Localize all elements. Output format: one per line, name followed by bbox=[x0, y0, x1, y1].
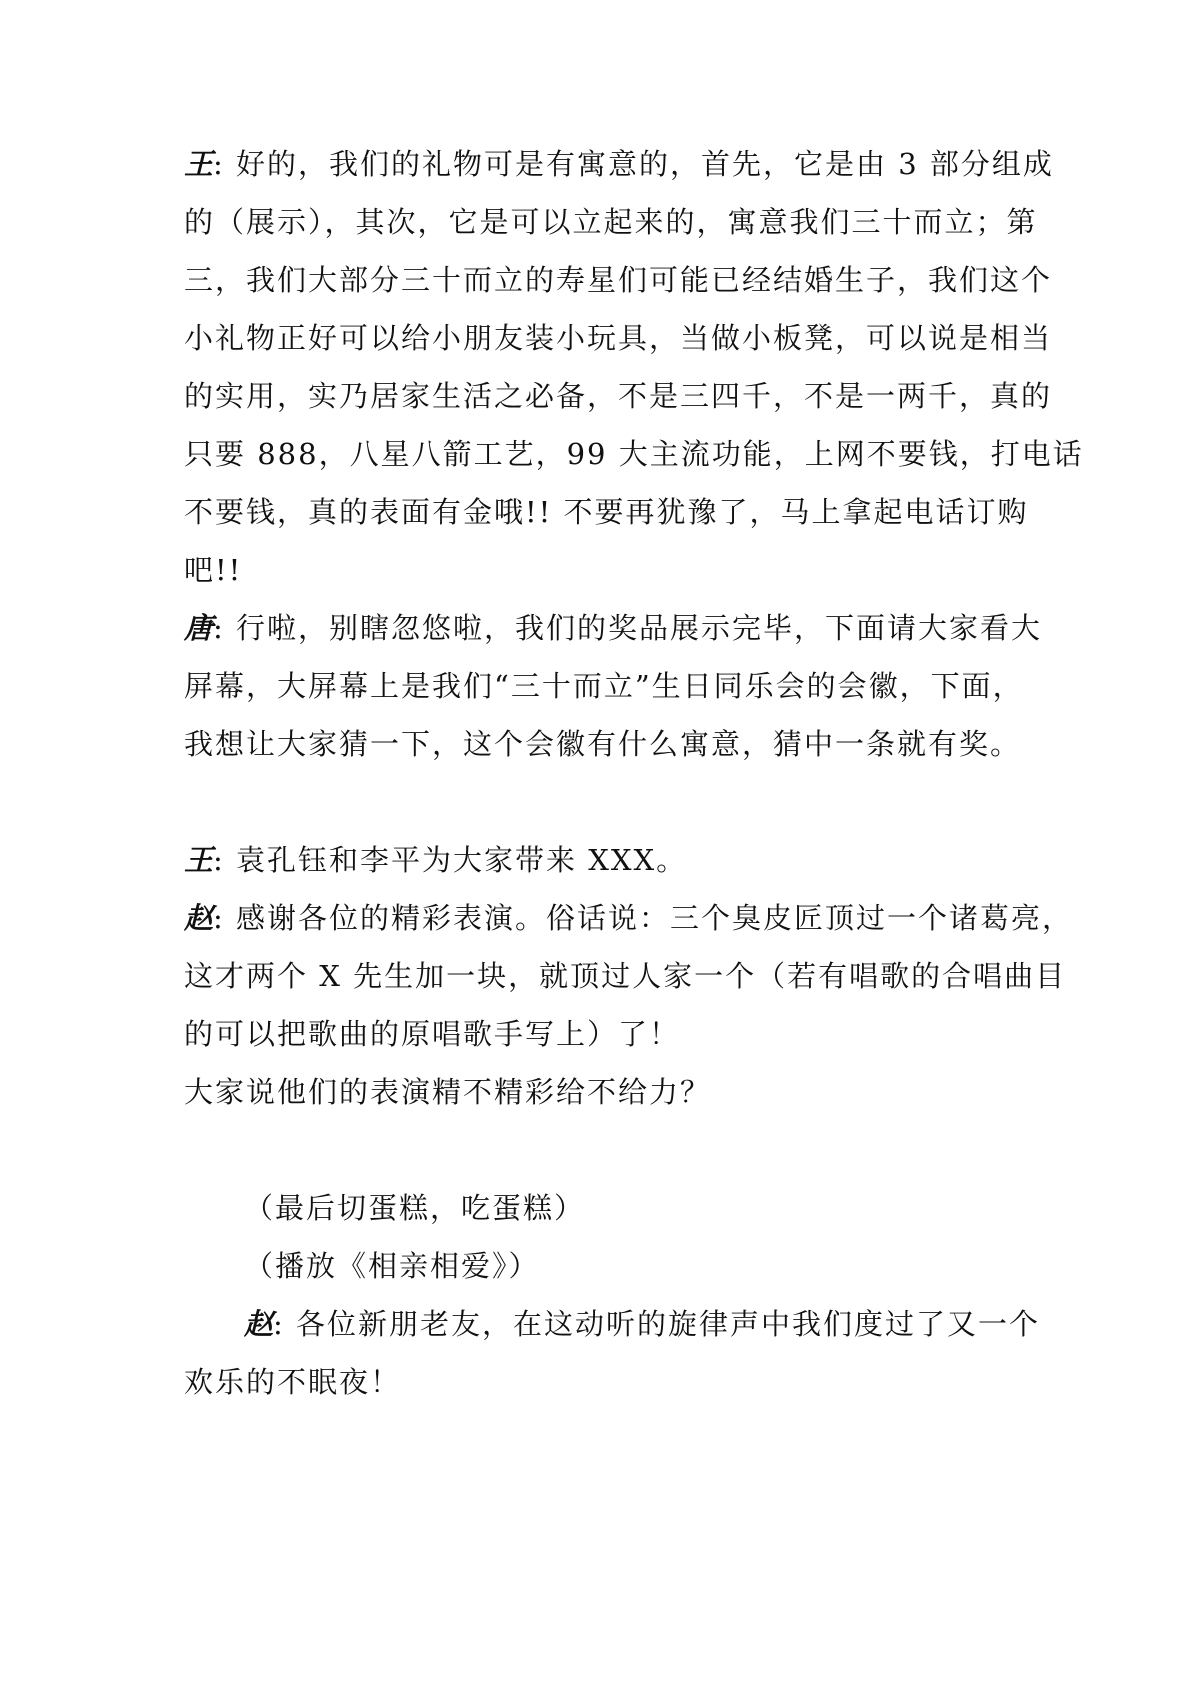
text-line bbox=[184, 492, 1029, 532]
line-text: 只要 888，八星八箭工艺，99 大主流功能，上网不要钱，打电话 bbox=[184, 437, 1084, 471]
text-line bbox=[184, 260, 1052, 300]
line-text: 大家说他们的表演精不精彩给不给力？ bbox=[184, 1075, 712, 1109]
text-line bbox=[244, 1304, 1040, 1344]
speaker-name: 唐 bbox=[184, 611, 214, 645]
line-text: （最后切蛋糕，吃蛋糕） bbox=[244, 1191, 586, 1225]
line-text: : 好的，我们的礼物可是有寓意的，首先，它是由 3 部分组成 bbox=[213, 147, 1054, 181]
text-line bbox=[184, 898, 1073, 938]
text-line bbox=[184, 1362, 401, 1402]
text-line bbox=[184, 550, 242, 590]
speaker-name: 赵 bbox=[244, 1307, 274, 1341]
line-text: 小礼物正好可以给小朋友装小玩具，当做小板凳，可以说是相当 bbox=[184, 321, 1053, 355]
line-text: （播放《相亲相爱》） bbox=[244, 1249, 540, 1283]
line-text: 吧!! bbox=[184, 553, 243, 587]
text-line bbox=[184, 202, 1038, 242]
line-text: : 感谢各位的精彩表演。俗话说：三个臭皮匠顶过一个诸葛亮， bbox=[213, 901, 1074, 935]
speaker-name: 赵 bbox=[184, 901, 214, 935]
text-line bbox=[184, 434, 1084, 474]
line-text: 的可以把歌曲的原唱歌手写上）了！ bbox=[184, 1017, 681, 1051]
line-text: : 行啦，别瞎忽悠啦，我们的奖品展示完毕，下面请大家看大 bbox=[213, 611, 1043, 645]
text-line bbox=[184, 608, 1042, 648]
text-line bbox=[184, 376, 1052, 416]
text-line bbox=[184, 144, 1054, 184]
line-text: 的实用，实乃居家生活之必备，不是三四千，不是一两千，真的 bbox=[184, 379, 1053, 413]
line-text: 欢乐的不眠夜！ bbox=[184, 1365, 402, 1399]
text-line bbox=[184, 956, 1066, 996]
line-text: : 袁孔钰和李平为大家带来 XXX。 bbox=[213, 843, 688, 877]
text-line bbox=[184, 1014, 680, 1054]
text-line bbox=[184, 666, 1024, 706]
text-line bbox=[184, 318, 1052, 358]
text-line bbox=[244, 1188, 585, 1228]
line-text: 这才两个 X 先生加一块，就顶过人家一个（若有唱歌的合唱曲目 bbox=[184, 959, 1067, 993]
text-line bbox=[184, 1072, 711, 1112]
text-line bbox=[184, 724, 1021, 764]
line-text: 屏幕，大屏幕上是我们“三十而立”生日同乐会的会徽，下面， bbox=[184, 669, 1024, 703]
line-text: 我想让大家猜一下，这个会徽有什么寓意，猜中一条就有奖。 bbox=[184, 727, 1022, 761]
text-line bbox=[184, 840, 687, 880]
line-text: : 各位新朋老友，在这动听的旋律声中我们度过了又一个 bbox=[273, 1307, 1041, 1341]
line-text: 三，我们大部分三十而立的寿星们可能已经结婚生子，我们这个 bbox=[184, 263, 1053, 297]
text-line bbox=[244, 1246, 540, 1286]
speaker-name: 王 bbox=[184, 843, 214, 877]
line-text: 不要钱，真的表面有金哦!! 不要再犹豫了，马上拿起电话订购 bbox=[184, 495, 1029, 529]
speaker-name: 王 bbox=[184, 147, 214, 181]
line-text: 的（展示），其次，它是可以立起来的，寓意我们三十而立；第 bbox=[184, 205, 1038, 239]
